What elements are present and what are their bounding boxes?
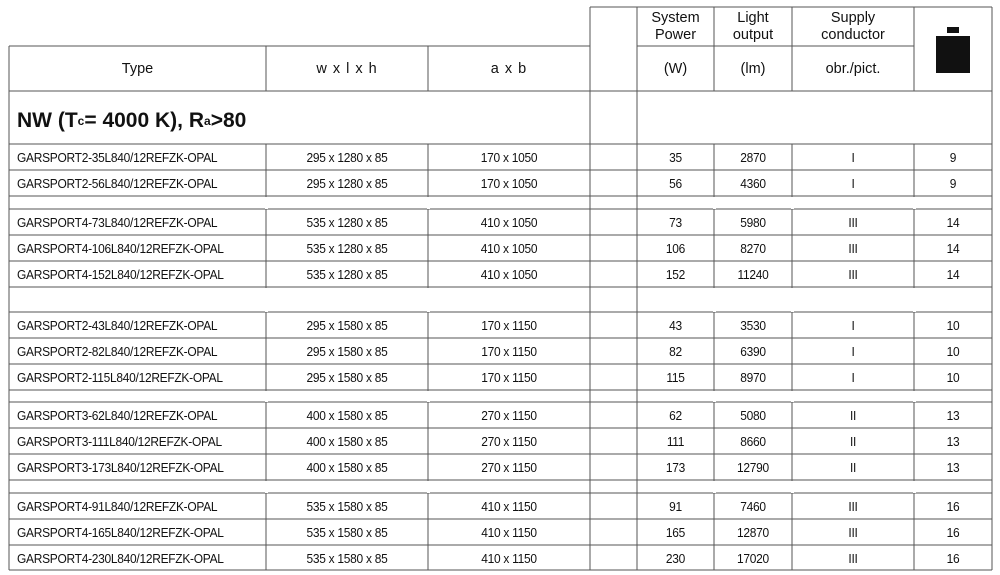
cell-type: GARSPORT2-82L840/12REFZK-OPAL [17, 343, 218, 359]
cell-cls: I [851, 149, 855, 165]
cell-dims: 400 x 1580 x 85 [306, 459, 388, 475]
cell-cls: I [851, 317, 855, 333]
cell-ab: 170 x 1050 [480, 149, 538, 165]
cell-type: GARSPORT4-165L840/12REFZK-OPAL [17, 524, 224, 540]
header-ab-label: a x b [490, 60, 528, 77]
cell-type: GARSPORT4-73L840/12REFZK-OPAL [17, 214, 218, 230]
cell-cls: I [851, 175, 855, 191]
cell-kg: 14 [946, 266, 960, 282]
cell-power: 165 [665, 524, 686, 540]
cell-ab: 410 x 1050 [480, 214, 538, 230]
cell-ab: 270 x 1150 [481, 407, 537, 423]
cell-cls: III [848, 550, 858, 566]
header-type-label: Type [121, 60, 154, 77]
cell-kg: 10 [946, 369, 960, 385]
cell-dims: 535 x 1280 x 85 [306, 240, 388, 256]
cell-ab: 170 x 1150 [481, 343, 537, 359]
cell-ab: 410 x 1050 [480, 240, 538, 256]
cell-ab: 170 x 1150 [481, 317, 537, 333]
header-light-line2: output [732, 27, 774, 43]
cell-cls: III [848, 524, 858, 540]
cell-ab: 170 x 1050 [480, 175, 538, 191]
header-type [9, 47, 266, 91]
section-title [17, 106, 246, 136]
cell-lm: 6390 [740, 343, 766, 359]
cell-dims: 535 x 1580 x 85 [306, 524, 388, 540]
cell-dims: 295 x 1280 x 85 [306, 175, 388, 191]
cell-kg: 9 [949, 175, 957, 191]
cell-cls: III [848, 214, 858, 230]
cell-power: 106 [665, 240, 686, 256]
cell-kg: 13 [946, 433, 960, 449]
cell-kg: 16 [946, 550, 960, 566]
cell-dims: 295 x 1580 x 85 [306, 317, 388, 333]
header-supply-line2: conductor [821, 27, 885, 43]
header-light-output [714, 8, 792, 46]
section-title-suffix: >80 [210, 109, 247, 132]
cell-lm: 8970 [740, 369, 766, 385]
cell-lm: 12790 [737, 459, 769, 475]
cell-cls: II [849, 433, 857, 449]
cell-power: 43 [669, 317, 682, 333]
cell-power: 91 [669, 498, 682, 514]
cell-cls: I [851, 343, 855, 359]
cell-type: GARSPORT2-115L840/12REFZK-OPAL [17, 369, 223, 385]
cell-power: 35 [669, 149, 682, 165]
cell-power: 173 [665, 459, 686, 475]
cell-type: GARSPORT3-111L840/12REFZK-OPAL [17, 433, 222, 449]
cell-power: 62 [669, 407, 682, 423]
cell-cls: III [848, 498, 858, 514]
cell-lm: 7460 [740, 498, 766, 514]
cell-power: 73 [669, 214, 682, 230]
section-title-sub-c: c [77, 114, 85, 128]
header-light-unit-label: (lm) [740, 60, 766, 77]
cell-type: GARSPORT2-35L840/12REFZK-OPAL [17, 149, 218, 165]
cell-power: 152 [665, 266, 686, 282]
cell-dims: 400 x 1580 x 85 [306, 407, 388, 423]
cell-type: GARSPORT2-43L840/12REFZK-OPAL [17, 317, 218, 333]
cell-cls: III [848, 240, 858, 256]
header-system-power [637, 8, 714, 46]
header-weight [914, 8, 992, 91]
cell-kg: 13 [946, 459, 960, 475]
cell-power: 56 [669, 175, 682, 191]
header-power-unit-label: (W) [663, 60, 688, 77]
cell-kg: 14 [946, 214, 960, 230]
cell-kg: 10 [946, 343, 960, 359]
cell-cls: II [849, 407, 857, 423]
cell-kg: 14 [946, 240, 960, 256]
cell-type: GARSPORT2-56L840/12REFZK-OPAL [17, 175, 218, 191]
cell-power: 111 [666, 433, 685, 449]
cell-ab: 410 x 1150 [481, 550, 537, 566]
cell-lm: 5980 [740, 214, 766, 230]
cell-lm: 17020 [737, 550, 769, 566]
cell-power: 115 [666, 369, 685, 385]
cell-power: 230 [665, 550, 686, 566]
cell-kg: 13 [946, 407, 960, 423]
header-dims [266, 47, 428, 91]
cell-lm: 8270 [740, 240, 766, 256]
header-light-line1: Light [737, 10, 769, 26]
section-title-sub-a: a [204, 114, 211, 128]
cell-dims: 535 x 1280 x 85 [306, 266, 388, 282]
header-dims-label: w x l x h [316, 60, 378, 77]
cell-type: GARSPORT4-106L840/12REFZK-OPAL [17, 240, 224, 256]
cell-power: 82 [669, 343, 682, 359]
cell-dims: 295 x 1580 x 85 [306, 369, 388, 385]
cell-dims: 295 x 1580 x 85 [306, 343, 388, 359]
cell-dims: 400 x 1580 x 85 [306, 433, 388, 449]
section-title-prefix: NW (T [17, 109, 78, 132]
header-light-unit [714, 47, 792, 91]
header-supply-conductor [792, 8, 914, 46]
cell-ab: 410 x 1150 [481, 498, 537, 514]
cell-lm: 8660 [740, 433, 766, 449]
cell-cls: III [848, 266, 858, 282]
cell-lm: 2870 [740, 149, 766, 165]
cell-cls: II [849, 459, 857, 475]
header-supply-unit [792, 47, 914, 91]
cell-type: GARSPORT4-91L840/12REFZK-OPAL [17, 498, 218, 514]
header-power-line2: Power [654, 27, 697, 43]
header-supply-unit-label: obr./pict. [825, 60, 881, 77]
header-supply-line1: Supply [830, 10, 876, 26]
weight-icon [936, 27, 970, 73]
header-power-line1: System [651, 10, 700, 26]
cell-ab: 410 x 1050 [480, 266, 538, 282]
cell-type: GARSPORT3-62L840/12REFZK-OPAL [17, 407, 218, 423]
section-title-middle: = 4000 K), R [84, 109, 204, 132]
cell-dims: 535 x 1580 x 85 [306, 498, 388, 514]
cell-type: GARSPORT4-152L840/12REFZK-OPAL [17, 266, 224, 282]
cell-lm: 11240 [737, 266, 769, 282]
cell-dims: 295 x 1280 x 85 [306, 149, 388, 165]
header-power-unit [637, 47, 714, 91]
cell-dims: 535 x 1280 x 85 [306, 214, 388, 230]
cell-dims: 535 x 1580 x 85 [306, 550, 388, 566]
cell-kg: 10 [946, 317, 960, 333]
cell-cls: I [851, 369, 855, 385]
cell-ab: 270 x 1150 [481, 459, 537, 475]
cell-type: GARSPORT4-230L840/12REFZK-OPAL [17, 550, 224, 566]
cell-type: GARSPORT3-173L840/12REFZK-OPAL [17, 459, 224, 475]
cell-kg: 9 [949, 149, 957, 165]
cell-lm: 12870 [737, 524, 769, 540]
cell-ab: 270 x 1150 [481, 433, 537, 449]
cell-lm: 4360 [740, 175, 766, 191]
cell-lm: 3530 [740, 317, 766, 333]
cell-kg: 16 [946, 524, 960, 540]
cell-ab: 410 x 1150 [481, 524, 537, 540]
header-ab [428, 47, 590, 91]
cell-ab: 170 x 1150 [481, 369, 537, 385]
cell-kg: 16 [946, 498, 960, 514]
cell-lm: 5080 [740, 407, 766, 423]
